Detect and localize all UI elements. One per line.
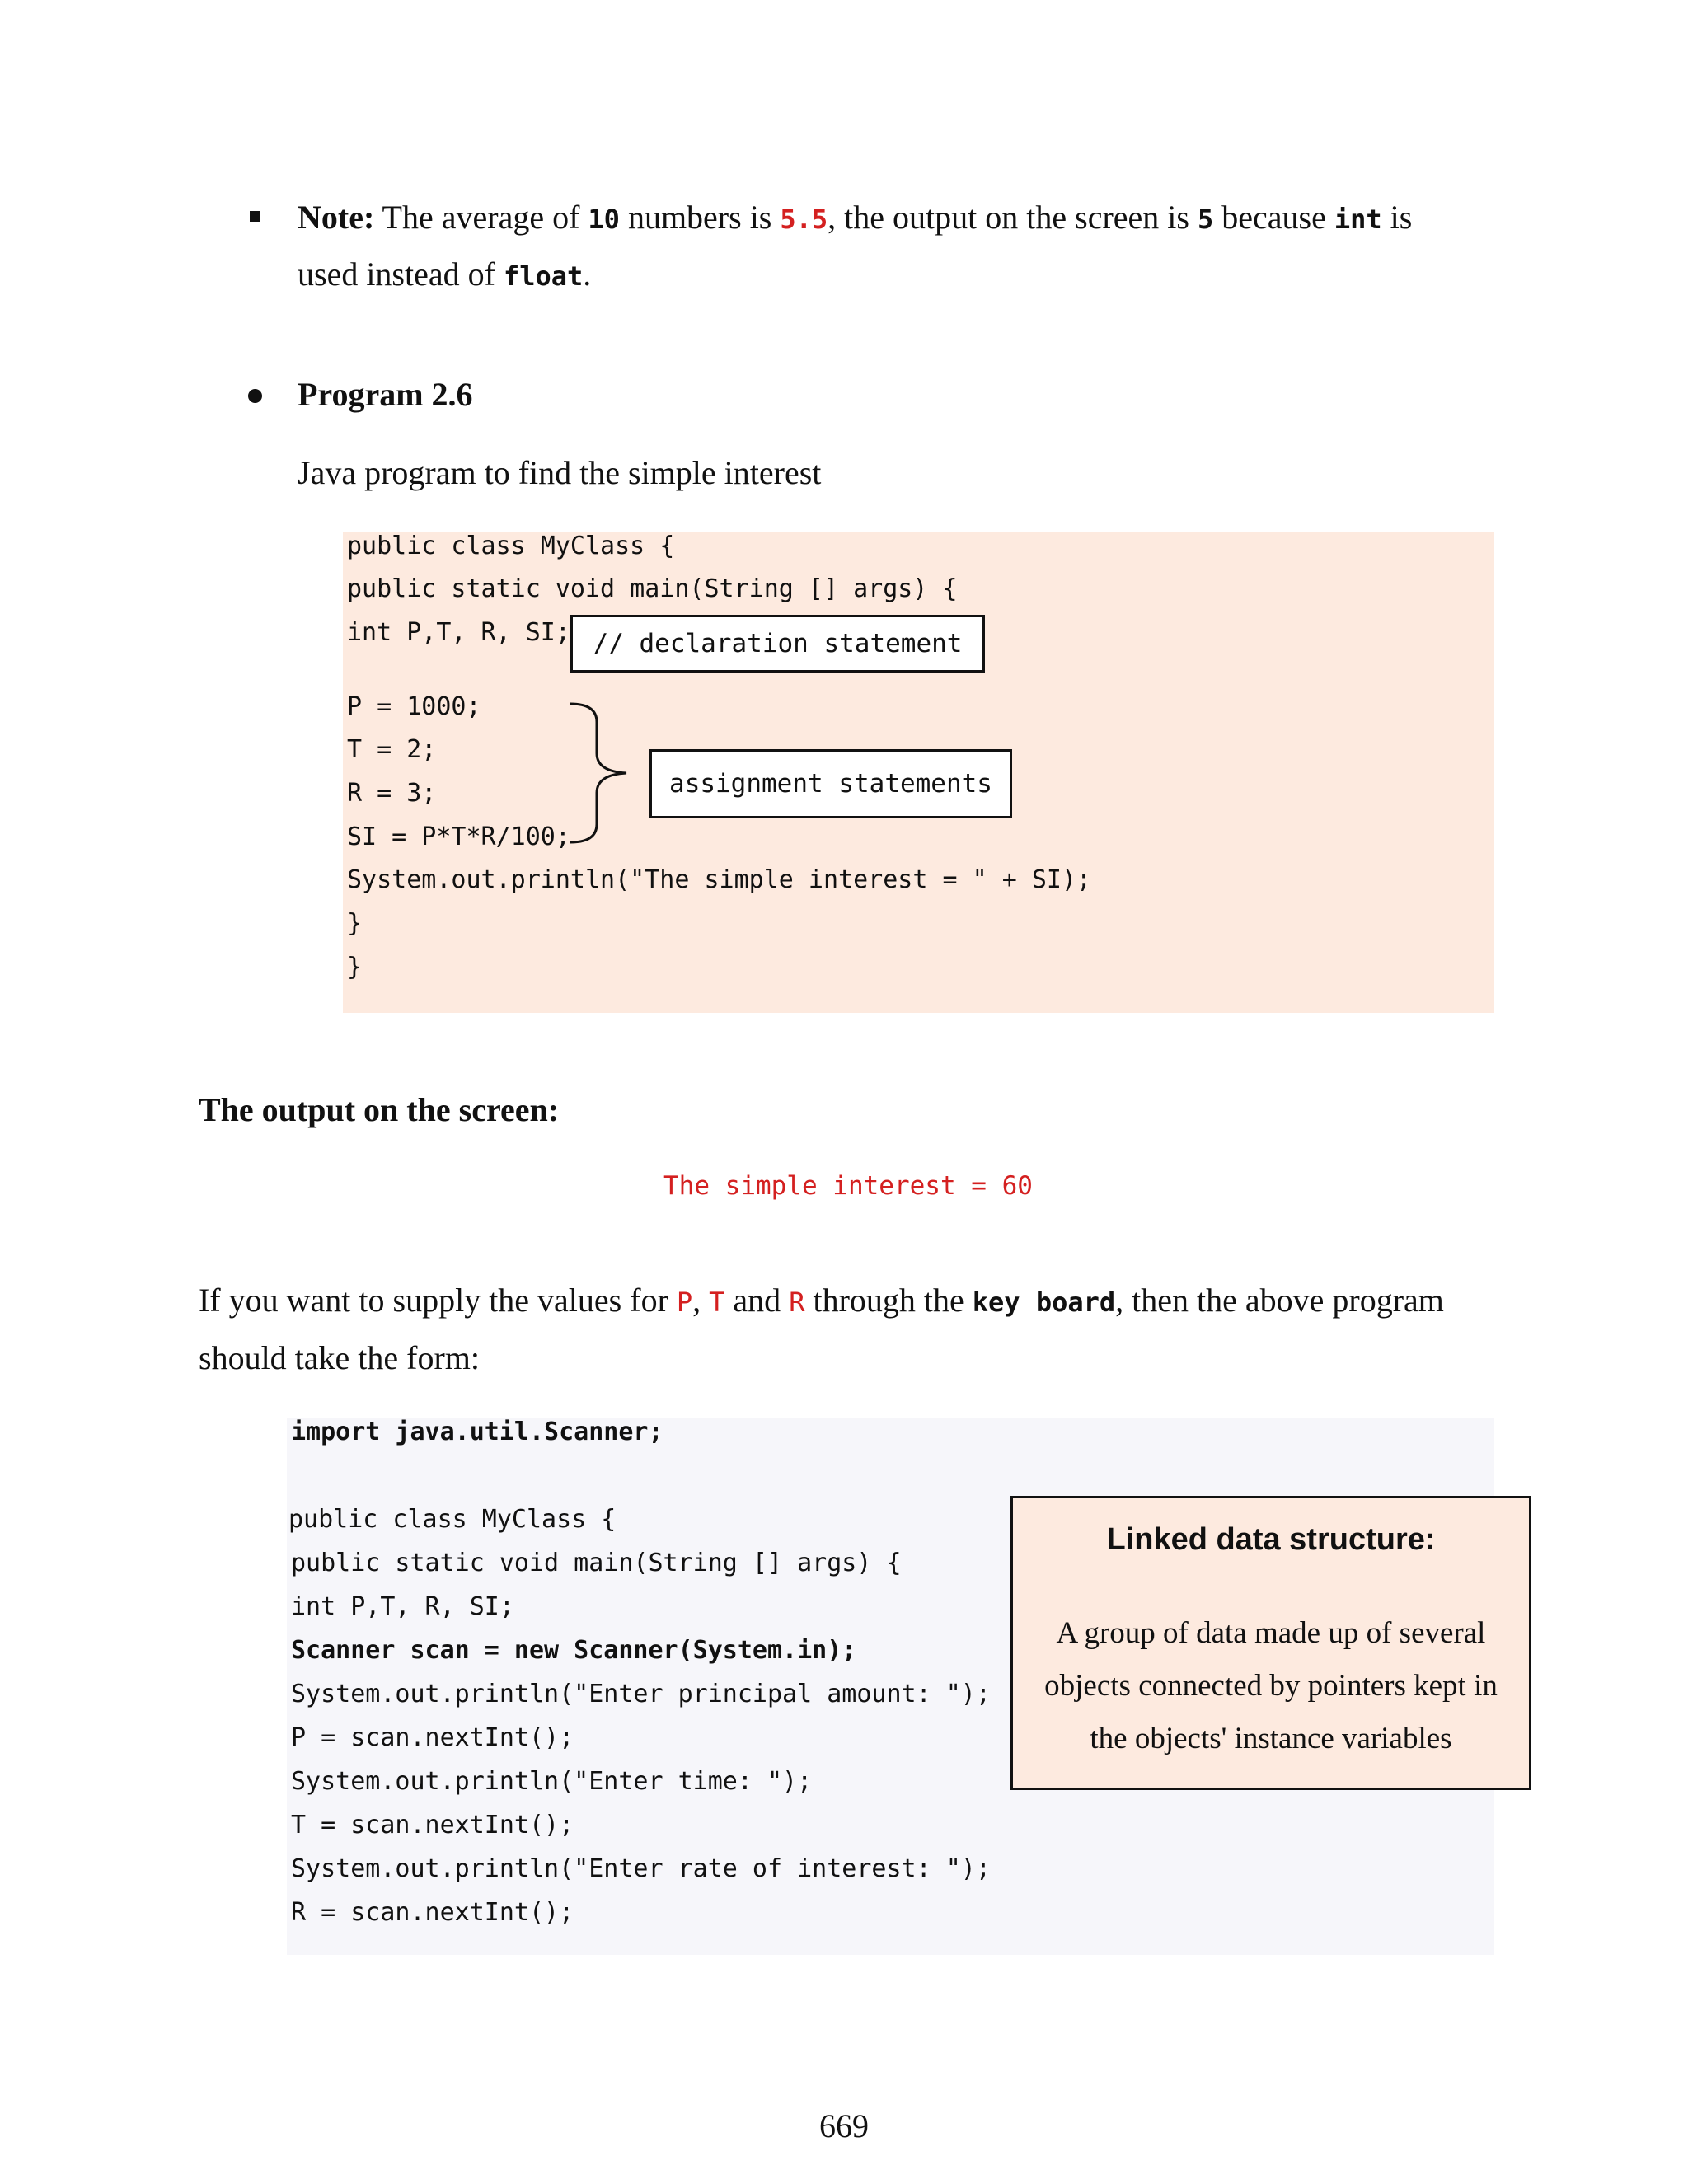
code-line: public class MyClass {	[288, 1505, 617, 1534]
code-line: int P,T, R, SI;	[347, 618, 570, 647]
note-text: The average of	[374, 199, 588, 236]
note-output: 5	[1197, 204, 1214, 235]
code-line: System.out.println("Enter time: ");	[291, 1767, 813, 1796]
code-line: SI = P*T*R/100;	[347, 823, 570, 851]
keyboard-term: key board	[972, 1286, 1116, 1318]
definition-body: A group of data made up of several objects connected by pointers kept in the objects' instance variables	[1044, 1616, 1498, 1755]
code-line: System.out.println("The simple interest = " + SI);	[347, 865, 1092, 894]
code-line: System.out.println("Enter principal amount: ");	[291, 1680, 991, 1708]
program-title: Program 2.6	[298, 376, 473, 413]
code-line: R = scan.nextInt();	[291, 1898, 574, 1927]
note-line-1	[298, 198, 1412, 239]
var-p: P	[676, 1286, 693, 1318]
note-line-2	[298, 255, 591, 296]
import-line: import java.util.Scanner;	[291, 1418, 663, 1446]
paragraph-line-2: should take the form:	[199, 1339, 481, 1376]
paragraph-text: through the	[804, 1282, 973, 1319]
round-bullet	[248, 389, 262, 403]
code-line: public static void main(String [] args) {	[291, 1549, 902, 1577]
output-heading: The output on the screen:	[199, 1091, 560, 1128]
code-line: T = scan.nextInt();	[291, 1811, 574, 1840]
declaration-callout: // declaration statement	[570, 615, 985, 673]
code-line: public class MyClass {	[347, 532, 675, 560]
definition-title: Linked data structure:	[1106, 1522, 1436, 1557]
note-text: numbers is	[619, 199, 781, 236]
code-block	[343, 532, 1494, 1013]
code-line: System.out.println("Enter rate of interest: ");	[291, 1854, 991, 1883]
note-average: 5.5	[780, 204, 828, 235]
page-number: 669	[819, 2107, 869, 2144]
paragraph-text: ,	[692, 1282, 710, 1319]
code-line: P = scan.nextInt();	[291, 1723, 574, 1752]
note-text: , the output on the screen is	[828, 199, 1198, 236]
curly-brace-icon	[567, 701, 641, 845]
paragraph-text: , then the above program	[1115, 1282, 1444, 1319]
paragraph-line-1	[199, 1281, 1444, 1322]
note-text: used instead of	[298, 255, 504, 293]
code-line: }	[347, 953, 363, 982]
paragraph-text: If you want to supply the values for	[199, 1282, 677, 1319]
output-result: The simple interest = 60	[663, 1171, 1033, 1201]
note-text: is	[1381, 199, 1413, 236]
note-number: 10	[588, 204, 620, 235]
code-line: }	[347, 909, 363, 938]
code-line: P = 1000;	[347, 692, 481, 721]
note-int-keyword: int	[1334, 204, 1382, 235]
note-float-keyword: float	[503, 260, 584, 292]
var-r: R	[789, 1286, 805, 1318]
paragraph-text: and	[724, 1282, 790, 1319]
var-t: T	[709, 1286, 725, 1318]
note-text: .	[583, 255, 592, 293]
assignment-callout: assignment statements	[649, 749, 1012, 818]
code-line: T = 2;	[347, 735, 437, 764]
definition-box	[1010, 1496, 1531, 1790]
code-line: int P,T, R, SI;	[291, 1592, 514, 1621]
program-description: Java program to find the simple interest	[298, 454, 822, 491]
square-bullet	[250, 211, 260, 222]
note-label: Note:	[298, 199, 375, 236]
code-line: public static void main(String [] args) {	[347, 574, 958, 603]
note-text: because	[1213, 199, 1334, 236]
code-line: R = 3;	[347, 779, 437, 808]
scanner-line: Scanner scan = new Scanner(System.in);	[291, 1636, 857, 1665]
